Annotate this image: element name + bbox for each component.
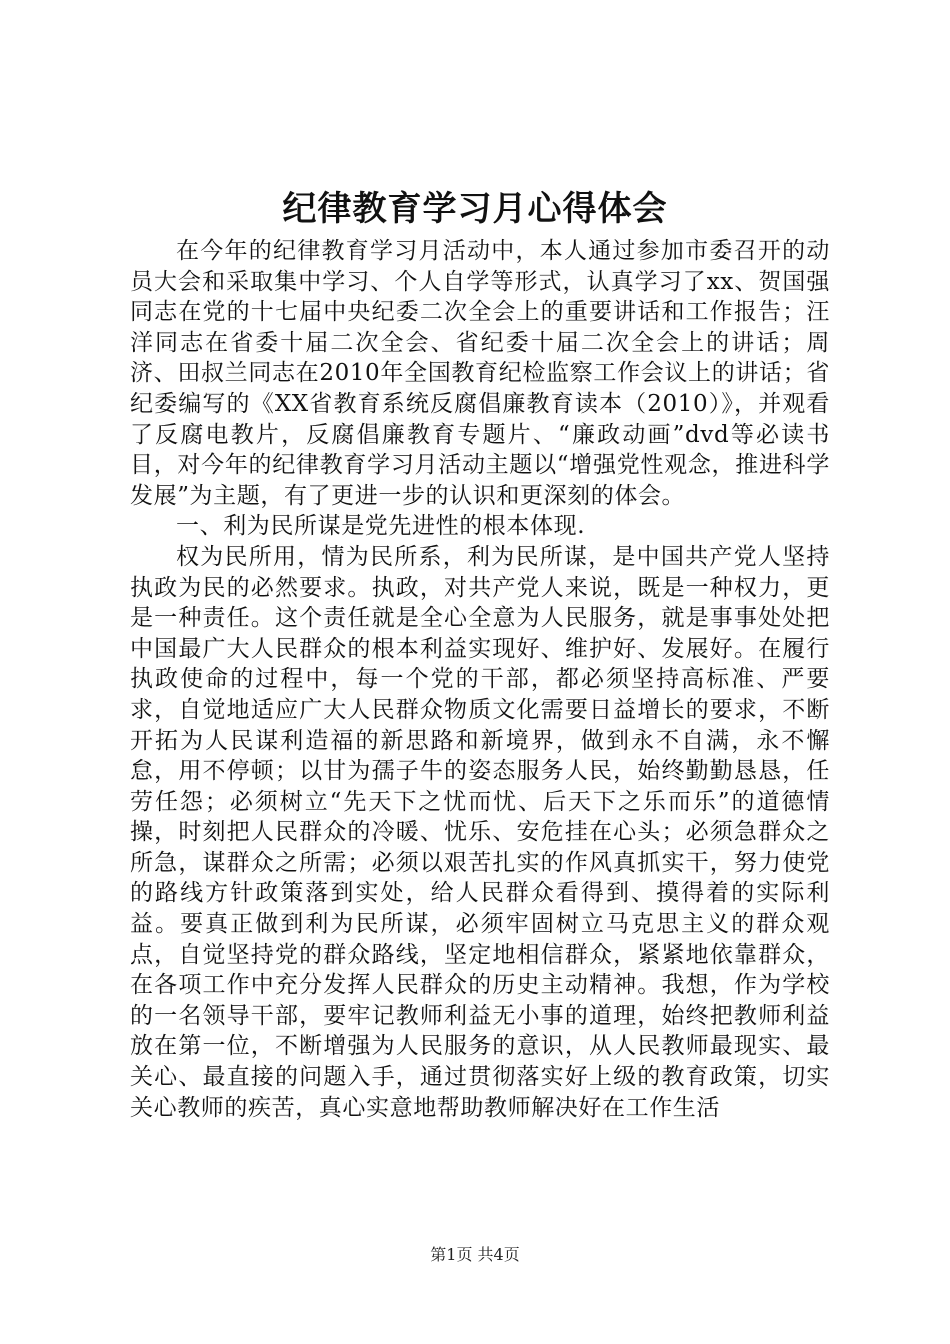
document-body (130, 236, 830, 1123)
section-heading-1: 一、利为民所谋是党先进性的根本体现. (176, 513, 586, 540)
paragraph-section-1: 权为民所用，情为民所系，利为民所谋，是中国共产党人坚持执政为民的必然要求。执政，对共产党人来说，既是一种权力，更是一种责任。这个责任就是全心全意为人民服务，就是事事处处把中国最广大人民群众的根本利益实现好、维护好、发展好。在履行执政使命的过程中，每一个党的干部，都必须坚持高标准、严要求，自觉地适应广大人民群众物质文化需要日益增长的要求，不断开拓为人民谋利造福的新思路和新境界，做到永不自满，永不懈怠，用不停顿；以甘为孺子牛的姿态服务人民，始终勤勤恳恳，任劳任怨；必须树立“先天下之忧而忧、后天下之乐而乐”的道德情操，时刻把人民群众的冷暖、忧乐、安危挂在心头；必须急群众之所急，谋群众之所需；必须以艰苦扎实的作风真抓实干，努力使党的路线方针政策落到实处，给人民群众看得到、摸得着的实际利益。要真正做到利为民所谋，必须牢固树立马克思主义的群众观点，自觉坚持党的群众路线，坚定地相信群众，紧紧地依靠群众，在各项工作中充分发挥人民群众的历史主动精神。我想，作为学校的一名领导干部，要牢记教师利益无小事的道理，始终把教师利益放在第一位，不断增强为人民服务的意识，从人民教师最现实、最关心、最直接的问题入手，通过贯彻落实好上级的教育政策，切实关心教师的疾苦，真心实意地帮助教师解决好在工作生活 (130, 543, 830, 1121)
document-title: 纪律教育学习月心得体会 (282, 189, 668, 229)
page-number-footer: 第1页 共4页 (430, 1245, 520, 1264)
paragraph-intro: 在今年的纪律教育学习月活动中，本人通过参加市委召开的动员大会和采取集中学习、个人自学等形式，认真学习了xx、贺国强同志在党的十七届中央纪委二次全会上的重要讲话和工作报告；汪洋同志在省委十届二次全会、省纪委十届二次全会上的讲话；周济、田叔兰同志在2010年全国教育纪检监察工作会议上的讲话；省纪委编写的《XX省教育系统反腐倡廉教育读本（2010）》，并观看了反腐电教片，反腐倡廉教育专题片、“廉政动画”dvd等必读书目，对今年的纪律教育学习月活动主题以“增强党性观念，推进科学发展”为主题，有了更进一步的认识和更深刻的体会。 (130, 238, 830, 509)
